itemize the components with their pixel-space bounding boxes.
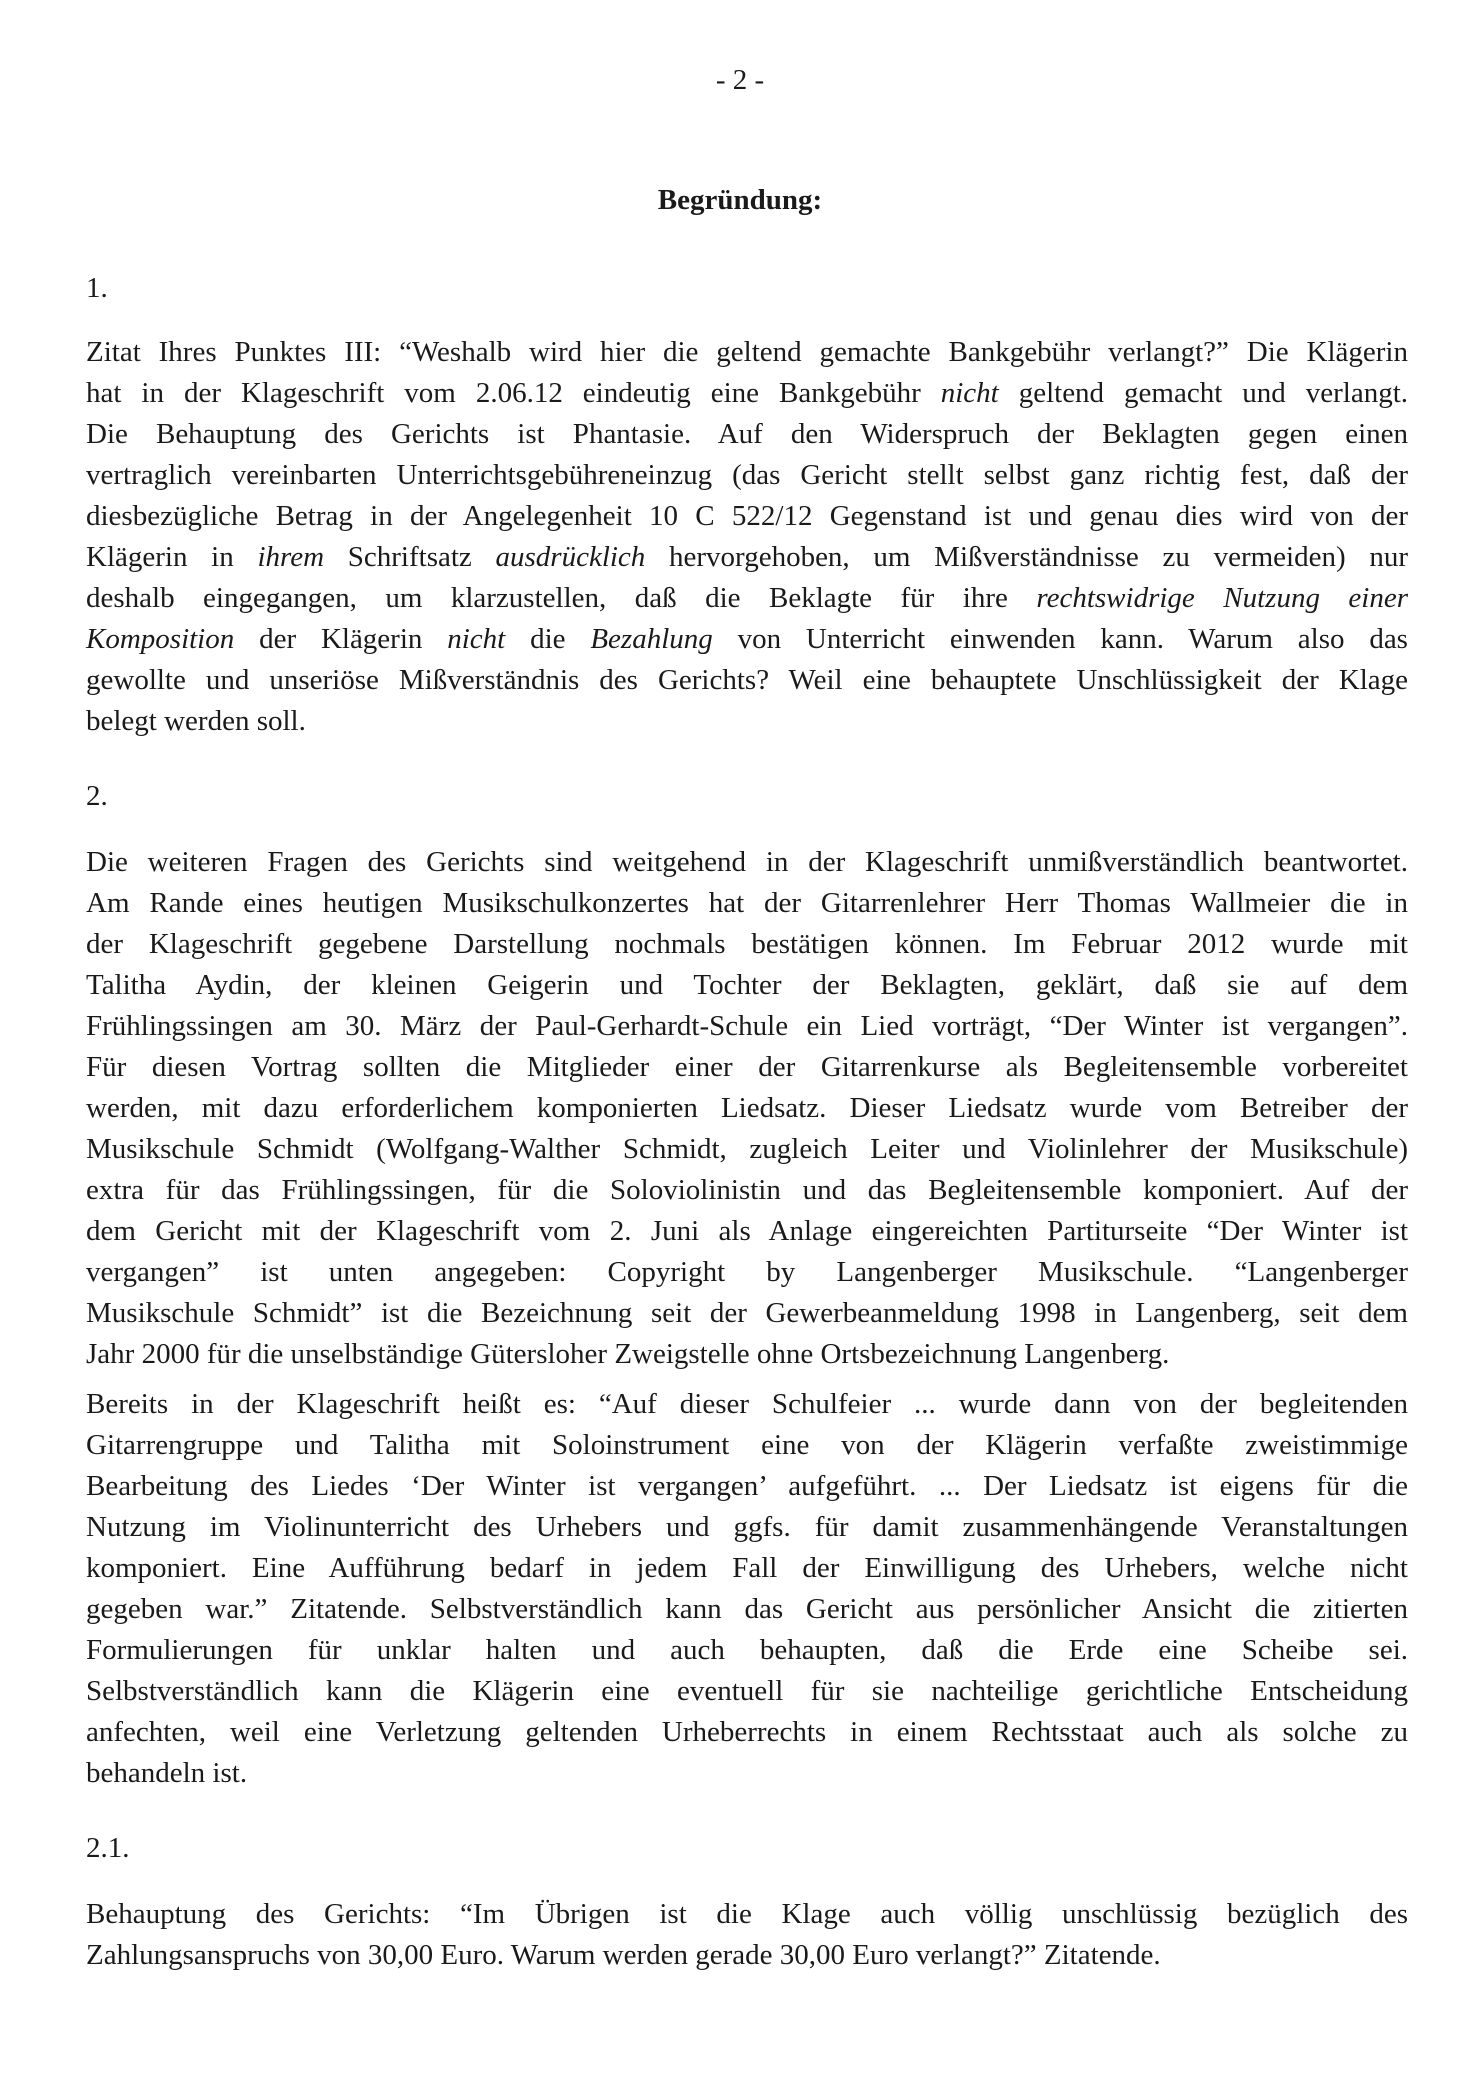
text-line: diesbezügliche Betrag in der Angelegenheit 10 C 522/12 Gegenstand ist und genau dies wird von der (86, 500, 1408, 532)
text-line: extra für das Frühlingssingen, für die Soloviolinistin und das Begleitensemble komponiert. Auf der (86, 1174, 1408, 1206)
text-line: Behauptung des Gerichts: “Im Übrigen ist die Klage auch völlig unschlüssig bezüglich des (86, 1898, 1408, 1930)
text-line: behandeln ist. (86, 1757, 248, 1789)
text-line: Bearbeitung des Liedes ‘Der Winter ist vergangen’ aufgeführt. ... Der Liedsatz ist eigens für die (86, 1470, 1408, 1502)
text-line: Die weiteren Fragen des Gerichts sind weitgehend in der Klageschrift unmißverständlich beantwortet. (86, 846, 1408, 878)
text-line: deshalb eingegangen, um klarzustellen, daß die Beklagte für ihre rechtswidrige Nutzung einer (86, 582, 1408, 614)
text-line: Selbstverständlich kann die Klägerin eine eventuell für sie nachteilige gerichtliche Entscheidung (86, 1675, 1408, 1707)
text-line: gegeben war.” Zitatende. Selbstverständlich kann das Gericht aus persönlicher Ansicht die zitierten (86, 1593, 1408, 1625)
text-line: komponiert. Eine Aufführung bedarf in jedem Fall der Einwilligung des Urhebers, welche nicht (86, 1552, 1408, 1584)
paragraph-2a (86, 842, 1408, 1375)
section-number-1: 1. (86, 272, 108, 304)
italic-emphasis: ausdrücklich (495, 541, 646, 573)
italic-emphasis: nicht (447, 623, 506, 655)
text-line: Die Behauptung des Gerichts ist Phantasie. Auf den Widerspruch der Beklagten gegen einen (86, 418, 1408, 450)
text-line: Komposition der Klägerin nicht die Bezahlung von Unterricht einwenden kann. Warum also das (86, 623, 1408, 655)
text-line: Frühlingssingen am 30. März der Paul-Gerhardt-Schule ein Lied vorträgt, “Der Winter ist vergangen”. (86, 1010, 1408, 1042)
paragraph-2b (86, 1384, 1408, 1794)
italic-emphasis: ihrem (257, 541, 325, 573)
text-line: Am Rande eines heutigen Musikschulkonzertes hat der Gitarrenlehrer Herr Thomas Wallmeier die in (86, 887, 1408, 919)
text-line: gewollte und unseriöse Mißverständnis des Gerichts? Weil eine behauptete Unschlüssigkeit der Klage (86, 664, 1408, 696)
text-line: Musikschule Schmidt” ist die Bezeichnung seit der Gewerbeanmeldung 1998 in Langenberg, seit dem (86, 1297, 1408, 1329)
paragraph-1 (86, 332, 1408, 742)
paragraph-2-1 (86, 1894, 1408, 1976)
text-line: Nutzung im Violinunterricht des Urhebers und ggfs. für damit zusammenhängende Veranstaltungen (86, 1511, 1408, 1543)
text-line: vergangen” ist unten angegeben: Copyright by Langenberger Musikschule. “Langenberger (86, 1256, 1408, 1288)
text-line: Formulierungen für unklar halten und auch behaupten, daß die Erde eine Scheibe sei. (86, 1634, 1408, 1666)
text-line: hat in der Klageschrift vom 2.06.12 eindeutig eine Bankgebühr nicht geltend gemacht und verlangt. (86, 377, 1409, 409)
text-line: Jahr 2000 für die unselbständige Gütersloher Zweigstelle ohne Ortsbezeichnung Langenberg. (86, 1338, 1170, 1370)
text-line: Für diesen Vortrag sollten die Mitglieder einer der Gitarrenkurse als Begleitensemble vorbereitet (86, 1051, 1408, 1083)
text-line: werden, mit dazu erforderlichem komponierten Liedsatz. Dieser Liedsatz wurde vom Betreiber der (86, 1092, 1408, 1124)
italic-emphasis: rechtswidrige Nutzung einer (1036, 582, 1408, 614)
text-line: Zitat Ihres Punktes III: “Weshalb wird hier die geltend gemachte Bankgebühr verlangt?” Die Klägerin (86, 336, 1408, 368)
text-line: belegt werden soll. (86, 705, 306, 737)
page-number: - 2 - (715, 64, 765, 96)
text-line: Talitha Aydin, der kleinen Geigerin und Tochter der Beklagten, geklärt, daß sie auf dem (86, 969, 1408, 1001)
italic-emphasis: Komposition (86, 623, 235, 655)
text-line: Gitarrengruppe und Talitha mit Soloinstrument eine von der Klägerin verfaßte zweistimmige (86, 1429, 1408, 1461)
text-line: dem Gericht mit der Klageschrift vom 2. Juni als Anlage eingereichten Partiturseite “Der Winter ist (86, 1215, 1408, 1247)
italic-emphasis: Bezahlung (590, 623, 713, 655)
section-heading: Begründung: (657, 184, 823, 216)
text-line: Musikschule Schmidt (Wolfgang-Walther Schmidt, zugleich Leiter und Violinlehrer der Musikschule) (86, 1133, 1408, 1165)
section-number-2-1: 2.1. (86, 1832, 130, 1864)
text-line: Klägerin in ihrem Schriftsatz ausdrücklich hervorgehoben, um Mißverständnisse zu vermeiden) nur (86, 541, 1408, 573)
text-line: anfechten, weil eine Verletzung geltenden Urheberrechts in einem Rechtsstaat auch als solche zu (86, 1716, 1408, 1748)
italic-emphasis: nicht (940, 377, 999, 409)
text-line: der Klageschrift gegebene Darstellung nochmals bestätigen können. Im Februar 2012 wurde mit (86, 928, 1408, 960)
section-number-2: 2. (86, 780, 108, 812)
text-line: vertraglich vereinbarten Unterrichtsgebühreneinzug (das Gericht stellt selbst ganz richtig fest, daß der (86, 459, 1408, 491)
text-line: Zahlungsanspruchs von 30,00 Euro. Warum werden gerade 30,00 Euro verlangt?” Zitatende. (86, 1939, 1161, 1971)
text-line: Bereits in der Klageschrift heißt es: “Auf dieser Schulfeier ... wurde dann von der begleitenden (86, 1388, 1408, 1420)
